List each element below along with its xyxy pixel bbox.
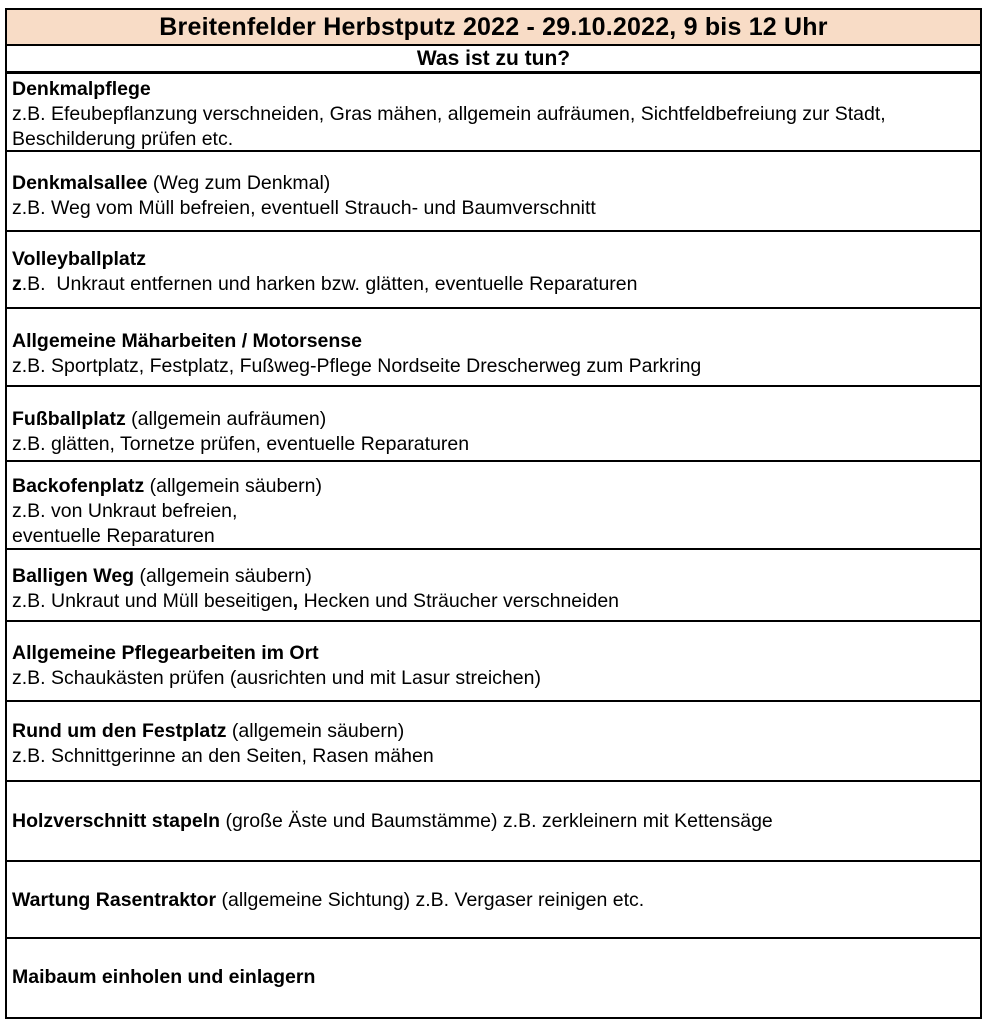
document-subtitle: Was ist zu tun?: [7, 46, 980, 74]
document-title: Breitenfelder Herbstputz 2022 - 29.10.2022, 9 bis 12 Uhr: [7, 10, 980, 46]
task-table: [5, 8, 982, 1019]
task-line: [12, 77, 976, 102]
task-text-bold: Allgemeine Mäharbeiten / Motorsense: [12, 330, 363, 352]
task-row-pflegearbeiten-im-ort: [7, 622, 980, 702]
task-text: Hecken und Sträucher verschneiden: [298, 590, 620, 612]
task-row-denkmalsallee: [7, 152, 980, 232]
task-line: [12, 809, 976, 834]
task-row-maibaum: [7, 939, 980, 1017]
task-row-volleyballplatz: [7, 232, 980, 309]
task-text-bold: Denkmalsallee: [12, 172, 148, 194]
task-line: [12, 432, 976, 457]
task-line: [12, 965, 976, 990]
task-text: .B. Unkraut entfernen und harken bzw. glätten, eventuelle Reparaturen: [21, 273, 638, 295]
task-text: (Weg zum Denkmal): [147, 172, 331, 194]
task-row-balligen-weg: [7, 550, 980, 622]
task-line: [12, 744, 976, 769]
task-text: (große Äste und Baumstämme) z.B. zerkleinern mit Kettensäge: [220, 810, 773, 832]
task-line: [12, 499, 976, 524]
task-text: z.B. Schnittgerinne an den Seiten, Rasen mähen: [12, 745, 434, 767]
task-line: [12, 641, 976, 666]
task-table-body: [7, 74, 980, 1017]
task-text-bold: Maibaum einholen und einlagern: [12, 966, 316, 988]
task-row-rund-um-den-festplatz: [7, 702, 980, 782]
task-line: [12, 196, 976, 221]
task-text-bold: Backofenplatz: [12, 475, 145, 497]
task-line: [12, 329, 976, 354]
task-text: z.B. Schaukästen prüfen (ausrichten und mit Lasur streichen): [12, 667, 541, 689]
task-text-bold: z: [12, 273, 22, 295]
task-line: [12, 247, 976, 272]
task-text: z.B. glätten, Tornetze prüfen, eventuelle Reparaturen: [12, 433, 470, 455]
task-text: eventuelle Reparaturen: [12, 525, 215, 547]
task-text-bold: Denkmalpflege: [12, 78, 151, 100]
task-text: (allgemein säubern): [144, 475, 322, 497]
task-row-fussballplatz: [7, 387, 980, 462]
task-text-bold: Allgemeine Pflegearbeiten im Ort: [12, 642, 319, 664]
task-line: [12, 272, 976, 297]
task-text: (allgemeine Sichtung) z.B. Vergaser reinigen etc.: [216, 889, 645, 911]
task-line: [12, 564, 976, 589]
task-text: z.B. Efeubepflanzung verschneiden, Gras mähen, allgemein aufräumen, Sichtfeldbefreiung zur Stadt,: [12, 103, 886, 125]
task-line: [12, 888, 976, 913]
task-row-denkmalpflege: [7, 74, 980, 152]
task-text-bold: Rund um den Festplatz: [12, 720, 227, 742]
task-text-bold: Fußballplatz: [12, 408, 126, 430]
task-line: [12, 524, 976, 549]
task-row-backofenplatz: [7, 462, 980, 550]
task-text: z.B. Sportplatz, Festplatz, Fußweg-Pflege Nordseite Drescherweg zum Parkring: [12, 355, 702, 377]
task-text-bold: Wartung Rasentraktor: [12, 889, 217, 911]
task-text-bold: ,: [292, 590, 299, 612]
task-line: [12, 407, 976, 432]
task-row-holzverschnitt-stapeln: [7, 782, 980, 862]
task-line: [12, 589, 976, 614]
task-line: [12, 354, 976, 379]
task-text: (allgemein aufräumen): [125, 408, 327, 430]
task-text-bold: Holzverschnitt stapeln: [12, 810, 221, 832]
task-line: [12, 171, 976, 196]
task-text: (allgemein säubern): [226, 720, 405, 742]
task-line: [12, 127, 976, 152]
task-line: [12, 474, 976, 499]
task-text: (allgemein säubern): [134, 565, 312, 587]
task-text: z.B. von Unkraut befreien,: [12, 500, 238, 522]
task-text: z.B. Unkraut und Müll beseitigen: [12, 590, 293, 612]
task-line: [12, 102, 976, 127]
task-row-maeharbeiten-motorsense: [7, 309, 980, 387]
task-text-bold: Volleyballplatz: [12, 248, 147, 270]
task-line: [12, 719, 976, 744]
task-text: Beschilderung prüfen etc.: [12, 128, 234, 150]
task-row-wartung-rasentraktor: [7, 862, 980, 939]
task-line: [12, 666, 976, 691]
task-text-bold: Balligen Weg: [12, 565, 135, 587]
task-text: z.B. Weg vom Müll befreien, eventuell Strauch- und Baumverschnitt: [12, 197, 596, 219]
